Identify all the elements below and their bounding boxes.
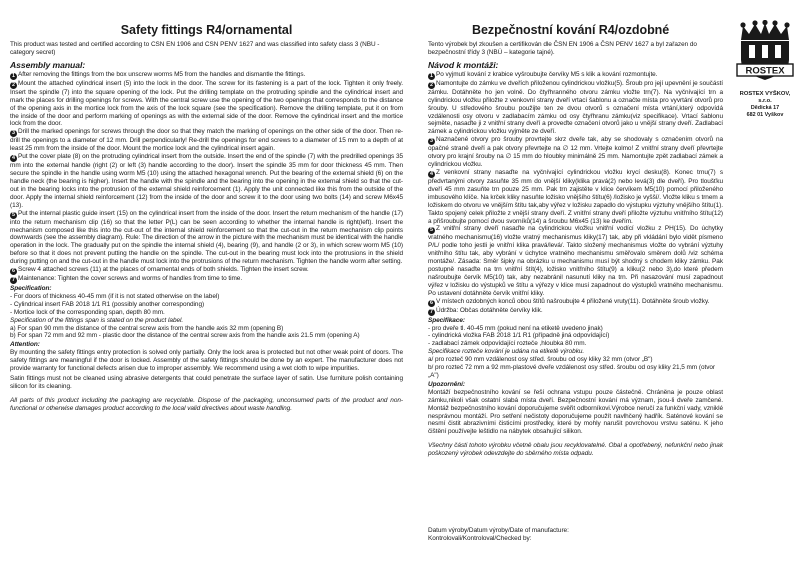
- manufacture-date-line: Datum výroby/Datum výroby/Date of manufacture:: [428, 527, 569, 534]
- step-6-cz: 6 V místech ozdobných konců obou štítů našroubujte 4 přiložené vruty(11). Dotáhněte šroub vložky.: [428, 298, 723, 307]
- step-7-en: 7 Maintenance: Tighten the cover screws and worms of handles from time to time.: [10, 275, 403, 284]
- spec-a-en: a) For span 90 mm the distance of the central screw axis from the handle axis 32 mm (opening B): [10, 324, 284, 332]
- page-title-en: Safety fittings R4/ornamental: [120, 23, 293, 37]
- step-6-en: 6 Screw 4 attached screws (11) at the places of ornamental ends of both shields. Tighten the insert screw.: [10, 266, 403, 275]
- recycling-note-cz: Všechny části tohoto výrobku včetně obalu jsou recyklovatelné. Obal a opotřebený, nefunkční nebo jinak poškozený výrobek odevzdejte do sběrného místa odpadu.: [428, 442, 723, 458]
- step-4-cz: 4 Z venkovní strany nasaďte na vyčnívající cylindrickou vložku krycí desku(8). Konec trnu(7) s předvrtanými otvory zasuňte 35 mm do vnější kliky(klika pravá(2) nebo levá(3) dle dveří). Pro tloušťku dveří 45 mm zasuňte trn pouze 25 mm. Pak trn zajistěte v klice červíkem M5(10) pomocí přiloženého imbusového klíče. Na krček kliky nasuňte ložisko vnějšího štítu(6) /ložisko je vyšší/. Vložte kliku s trnem a ložiskem do otvoru ve vnějším štítu tak,aby výřez v ložisku zapadlo do výstupku výztuhy vnějšího štítu(1). Takto spojený celek přiložte z vnější strany dveří. Z vnitřní strany dveří přiložte výztuhu vnitřního štítu(12) a přišroubujte pomocí dvou svorníků(14) a šroubu M6x45 (13) ke dveřím.: [428, 168, 723, 225]
- step-7-cz: 7 Údržba: Občas dotáhněte červíky klik.: [428, 307, 723, 316]
- step-number-icon: 7: [428, 309, 435, 316]
- step-1-en: 1 After removing the fittings from the box unscrew worms M5 from the handles and dismantle the fittings.: [10, 71, 403, 80]
- step-number-icon: 2: [428, 82, 435, 89]
- step-number-icon: 1: [10, 73, 17, 80]
- step-number-icon: 5: [428, 227, 435, 234]
- step-number-icon: 4: [10, 155, 17, 162]
- spec-item-en: - Cylindrical insert FAB 2018 1/1 R1 (possibly another corresponding): [10, 300, 205, 308]
- czech-column: [428, 0, 723, 561]
- company-street: Dědická 17: [750, 105, 780, 111]
- step-number-icon: 6: [428, 300, 435, 307]
- step-3-cz: 3 Naznačené otvory pro šrouby provrtejte skrz dveře tak, aby se shodovaly s označením otvorů na opačné straně dveří a pak otvory převrtejte na ∅ 12 mm. Vrtejte kolmo! Z vnitřní strany dveří převrtejte otvory pro krajní šrouby na ∅ 15 mm do hloubky minimálně 25 mm. Namontujte zpět zadlabací zámek a cylindrickou vložku.: [428, 136, 723, 169]
- step-2-cz: 2 Namontujte do zámku ve dveřích přiloženou cylindrickou vložku(5). Šroub pro její upevnění je součástí zámku. Dotáhněte ho jen volně. Do čtyřhranného otvoru zámku vložte trn(7). Na vyčnívající trn a cylindrickou vložku přiložte z venkovní strany dveří vrtací šablonu a označte místa pro vyvrtání otvorů pro šrouby. U středového šroubu použijte ten ze dvou otvorů s označení místa vrtání,který odpovídá vzdálenosti osy otvoru v zadlabacím zámku od osy čtyřhranu zámku(viz specifikace). Vrtací šablonu sejměte, nasaďte ji z vnitřní strany dveří a proveďte označení otvorů jako u vnější strany dveří. Zadlabací zámek a cylindrickou vložku vyjměte ze dveří.: [428, 79, 723, 136]
- step-number-icon: 3: [10, 130, 17, 137]
- logo-brand-text: ROSTEX: [745, 65, 785, 77]
- company-city: 682 01 Vyškov: [746, 111, 784, 118]
- english-column: [10, 0, 403, 561]
- attention-text-cz: Montáží bezpečnostního kování se řeší ochrana vstupu pouze částečně. Chráněna je pouze oblast zámku,nikoli však ostatní slabá místa dveří. Bezpečnostní kování má význam, jsou-li dveře zamčené. Montáž bezpečnostního kování doporučujeme svěřit odborníkovi.Výrobce neručí za funkční vady, vzniklé nesprávnou montáží. Pro setření nečistoty doporučujeme použít navlhčený hadřík. Saténové kování se nesmí čistit abrazivními čisticími prostředky, které by mohly narušit povrchovou vrstvu saténu. K jeho čištění používejte leštidlo na nábytek obsahující silikon.: [428, 388, 723, 436]
- intro-cz: Tento výrobek byl zkoušen a certifikován dle ČSN EN 1906 a ČSN PENV 1627 a byl zařazen do bezpečnostní třídy 3 (NBÚ – kategorie tajné).: [428, 41, 697, 56]
- spec-heading-en: Specification:: [10, 285, 52, 293]
- attention-text-en: Satin fittings must not be cleaned using abrasive detergents that could penetrate the surface layer of satin. Use furniture polish containing silicon for its cleaning.: [10, 375, 403, 390]
- step-4-en: 4 Put the cover plate (8) on the protruding cylindrical insert from the outside. Insert the end of the spindle (7) with the predrilled openings 35 mm into the external handle (right (2) or left (3) handle according to the door). Insert the spindle 35 mm for door thickness 45 mm. Then secure the spindle in the handle using worm M5 (10) using the attached hexagonal wrench. Put the bearing of the external shield (6) on the handle neck (the bearing is higher). Insert the handle with the spindle and the bearing into the opening in the external shield so that the cut-out in the bearing locks into the protrusion of the external shield reinforcement (1). Apply the unit connected like this from the outside of the door. Apply the internal shield reinforcement (12) from the inside of the door and screw it to the door using two bolts (14) and screw M6x45 (13).: [10, 153, 403, 209]
- intro-en: This product was tested and certified according to CSN EN 1906 and CSN PENV 1627 and was classified into safety class 3 (NBU - category secret): [10, 41, 380, 56]
- step-number-icon: 3: [428, 138, 435, 145]
- spec-a-cz: a/ pro rozteč 90 mm vzdálenost osy střed. šroubu od osy kliky 32 mm (otvor „B"): [428, 356, 653, 364]
- company-name: ROSTEX VYŠKOV, s.r.o.: [739, 91, 791, 104]
- spec-item-cz: - cylindrická vložka FAB 2018 1/1 R1 (případně jiná odpovídající): [428, 332, 610, 340]
- checked-by-line: Kontrolovali/Kontroloval/Checked by:: [428, 534, 532, 542]
- manual-heading-cz: Návod k montáži:: [428, 59, 499, 70]
- spec-b-en: b) For span 72 mm and 92 mm - plastic door the distance of the central screw axis from the handle axis 21.5 mm (opening A): [10, 332, 360, 340]
- step-number-icon: 6: [10, 268, 17, 275]
- recycling-note-en: All parts of this product including the packaging are recyclable. Dispose of the packaging, unconsumed parts of the product and non-functional or otherwise damages product according to the local valid directives about waste handling.: [10, 396, 403, 412]
- step-number-icon: 7: [10, 277, 17, 284]
- spec-note-en: Specification of the fittings span is stated on the product label.: [10, 316, 184, 324]
- step-5-en: 5 Put the internal plastic guide insert (15) on the cylindrical insert from the inside of the door. Insert the return mechanism of the handle (17) into the return mechanism clip (16) so that the letter P(L) can be seen according to whether the internal handle is right(left). Insert the mechanism composed like this into the cut-out of the internal shield reinforcement so that the cut-out in the return mechanism clip points downwards (see the assembly diagram). Rule: The direction of the arrow in the picture with the mechanism must be identical with the handle operation in the lock. The gradually put on the spindle the internal shield (4), bearing (9), and handle (2 or 3), in which screw worm M5 (10) before so that it does not prevent putting the handle on the spindle. The cut-out in the bearing must lock into the protrusions in the shield during putting on and the cut-out in the handle must lock into the protrusions of the return mechanism. Tighten the handle worm after setting.: [10, 209, 403, 266]
- step-3-en: 3 Drill the marked openings for screws through the door so that they match the marking of openings on the other side of the door. Then re-drill the openings to a diameter of 12 mm. Drill perpendicularly! Re-drill the openings for end screws to a diameter of 15 mm to a depth of at least 25 mm from the inside of the door. Mount the mortice lock and the cylindrical insert again.: [10, 128, 403, 153]
- step-number-icon: 4: [428, 171, 435, 178]
- manual-heading-en: Assembly manual:: [10, 59, 86, 70]
- spec-item-cz: - zadlabací zámek odpovídající rozteče ,hloubka 80 mm.: [428, 340, 587, 348]
- page-title-cz: Bezpečnostní kování R4/ozdobné: [472, 23, 670, 37]
- spec-item-cz: - pro dveře tl. 40-45 mm (pokud není na etiketě uvedeno jinak): [428, 324, 603, 332]
- step-number-icon: 5: [10, 212, 17, 219]
- spec-item-en: - Mortice lock of the corresponding span, depth 80 mm.: [10, 308, 165, 316]
- spec-b-cz: b/ pro rozteč 72 mm a 92 mm-plastové dveře vzdálenost osy střed. šroubu od osy kliky 21,5 mm (otvor „A"): [428, 364, 716, 379]
- spec-heading-cz: Specifikace:: [428, 316, 465, 324]
- spec-item-en: - For doors of thickness 40-45 mm (if it is not stated otherwise on the label): [10, 292, 220, 300]
- attention-heading-cz: Upozornění:: [428, 380, 465, 388]
- step-number-icon: 2: [10, 82, 17, 89]
- step-number-icon: 1: [428, 73, 435, 80]
- attention-text-en: By mounting the safety fittings entry protection is solved only partially. Only the lock area is protected but not other weak point of doors. The safety fittings are meaningful if the door is locked. Assembly of the safety fittings should be done by an expert. The manufacturer does not provide warranty for functional defects arisen due to improper assembly. We recommend using a wet cloth to wipe impurities.: [10, 349, 403, 373]
- step-5-cz: 5 Z vnitřní strany dveří nasaďte na cylindrickou vložku vnitřní vodící vložku z PH(15). Do úchytky vratného mechanismu(16) vložte vratný mechanismus kliky(17) tak, aby při vkládání bylo vidět písmeno P/L/ podle toho jestli je vnitřní klika pravá/levá/. Takto složený mechanismus vložte do vybrání výztuhy vnitřního štítu tak, aby vybrání v úchytce vratného mechanismu směřovalo směrem dolů /viz schéma montáže/. Zásada: Směr šipky na obrázku u mechanismu musí být shodný s chodem kliky zámku. Pak postupně nasaďte na trn vnitřní štít(4), ložisko vnitřního štítu(9) a kliku(2 nebo 3),do které předem našroubujte červík M5(10) tak, aby nezabránil nasunutí kliky na trn. Při nasazování musí zapadnout výřez v ložisku do výstupků ve štítu a výřezy v klice musí zapadnout do výstupků vratného mechanismu. Po ustavení dotáhněte červík vnitřní kliky.: [428, 225, 723, 297]
- step-1-cz: 1 Po vyjmutí kování z krabice vyšroubujte červíky M5 s klik a kování rozmontujte.: [428, 71, 723, 80]
- step-2-en: 2 Mount the attached cylindrical insert (5) into the lock in the door. The screw for its fastening is a part of the lock. Tighten it only freely. Insert the spindle (7) into the square opening of the lock. Put the drilling template on the protruding spindle and the cylindrical insert and mark the places for drilling openings for screws. With the central screw use the opening of the two openings that corresponds to the distance of the opening axis in the mortice lock from the axis of the lock square (see the specification). Remove the drilling template, put it on from the inside of the door and perform marking of openings as with the external side of the door. Remove the cylindrical insert and the mortice lock from the door.: [10, 79, 403, 128]
- rostex-logo-icon: [735, 20, 795, 84]
- rostex-logo-block: [733, 20, 797, 118]
- spec-note-cz: Specifikace rozteče kování je udána na etiketě výrobku.: [428, 348, 585, 356]
- manufacture-info: [428, 527, 723, 543]
- attention-heading-en: Attention:: [10, 341, 40, 349]
